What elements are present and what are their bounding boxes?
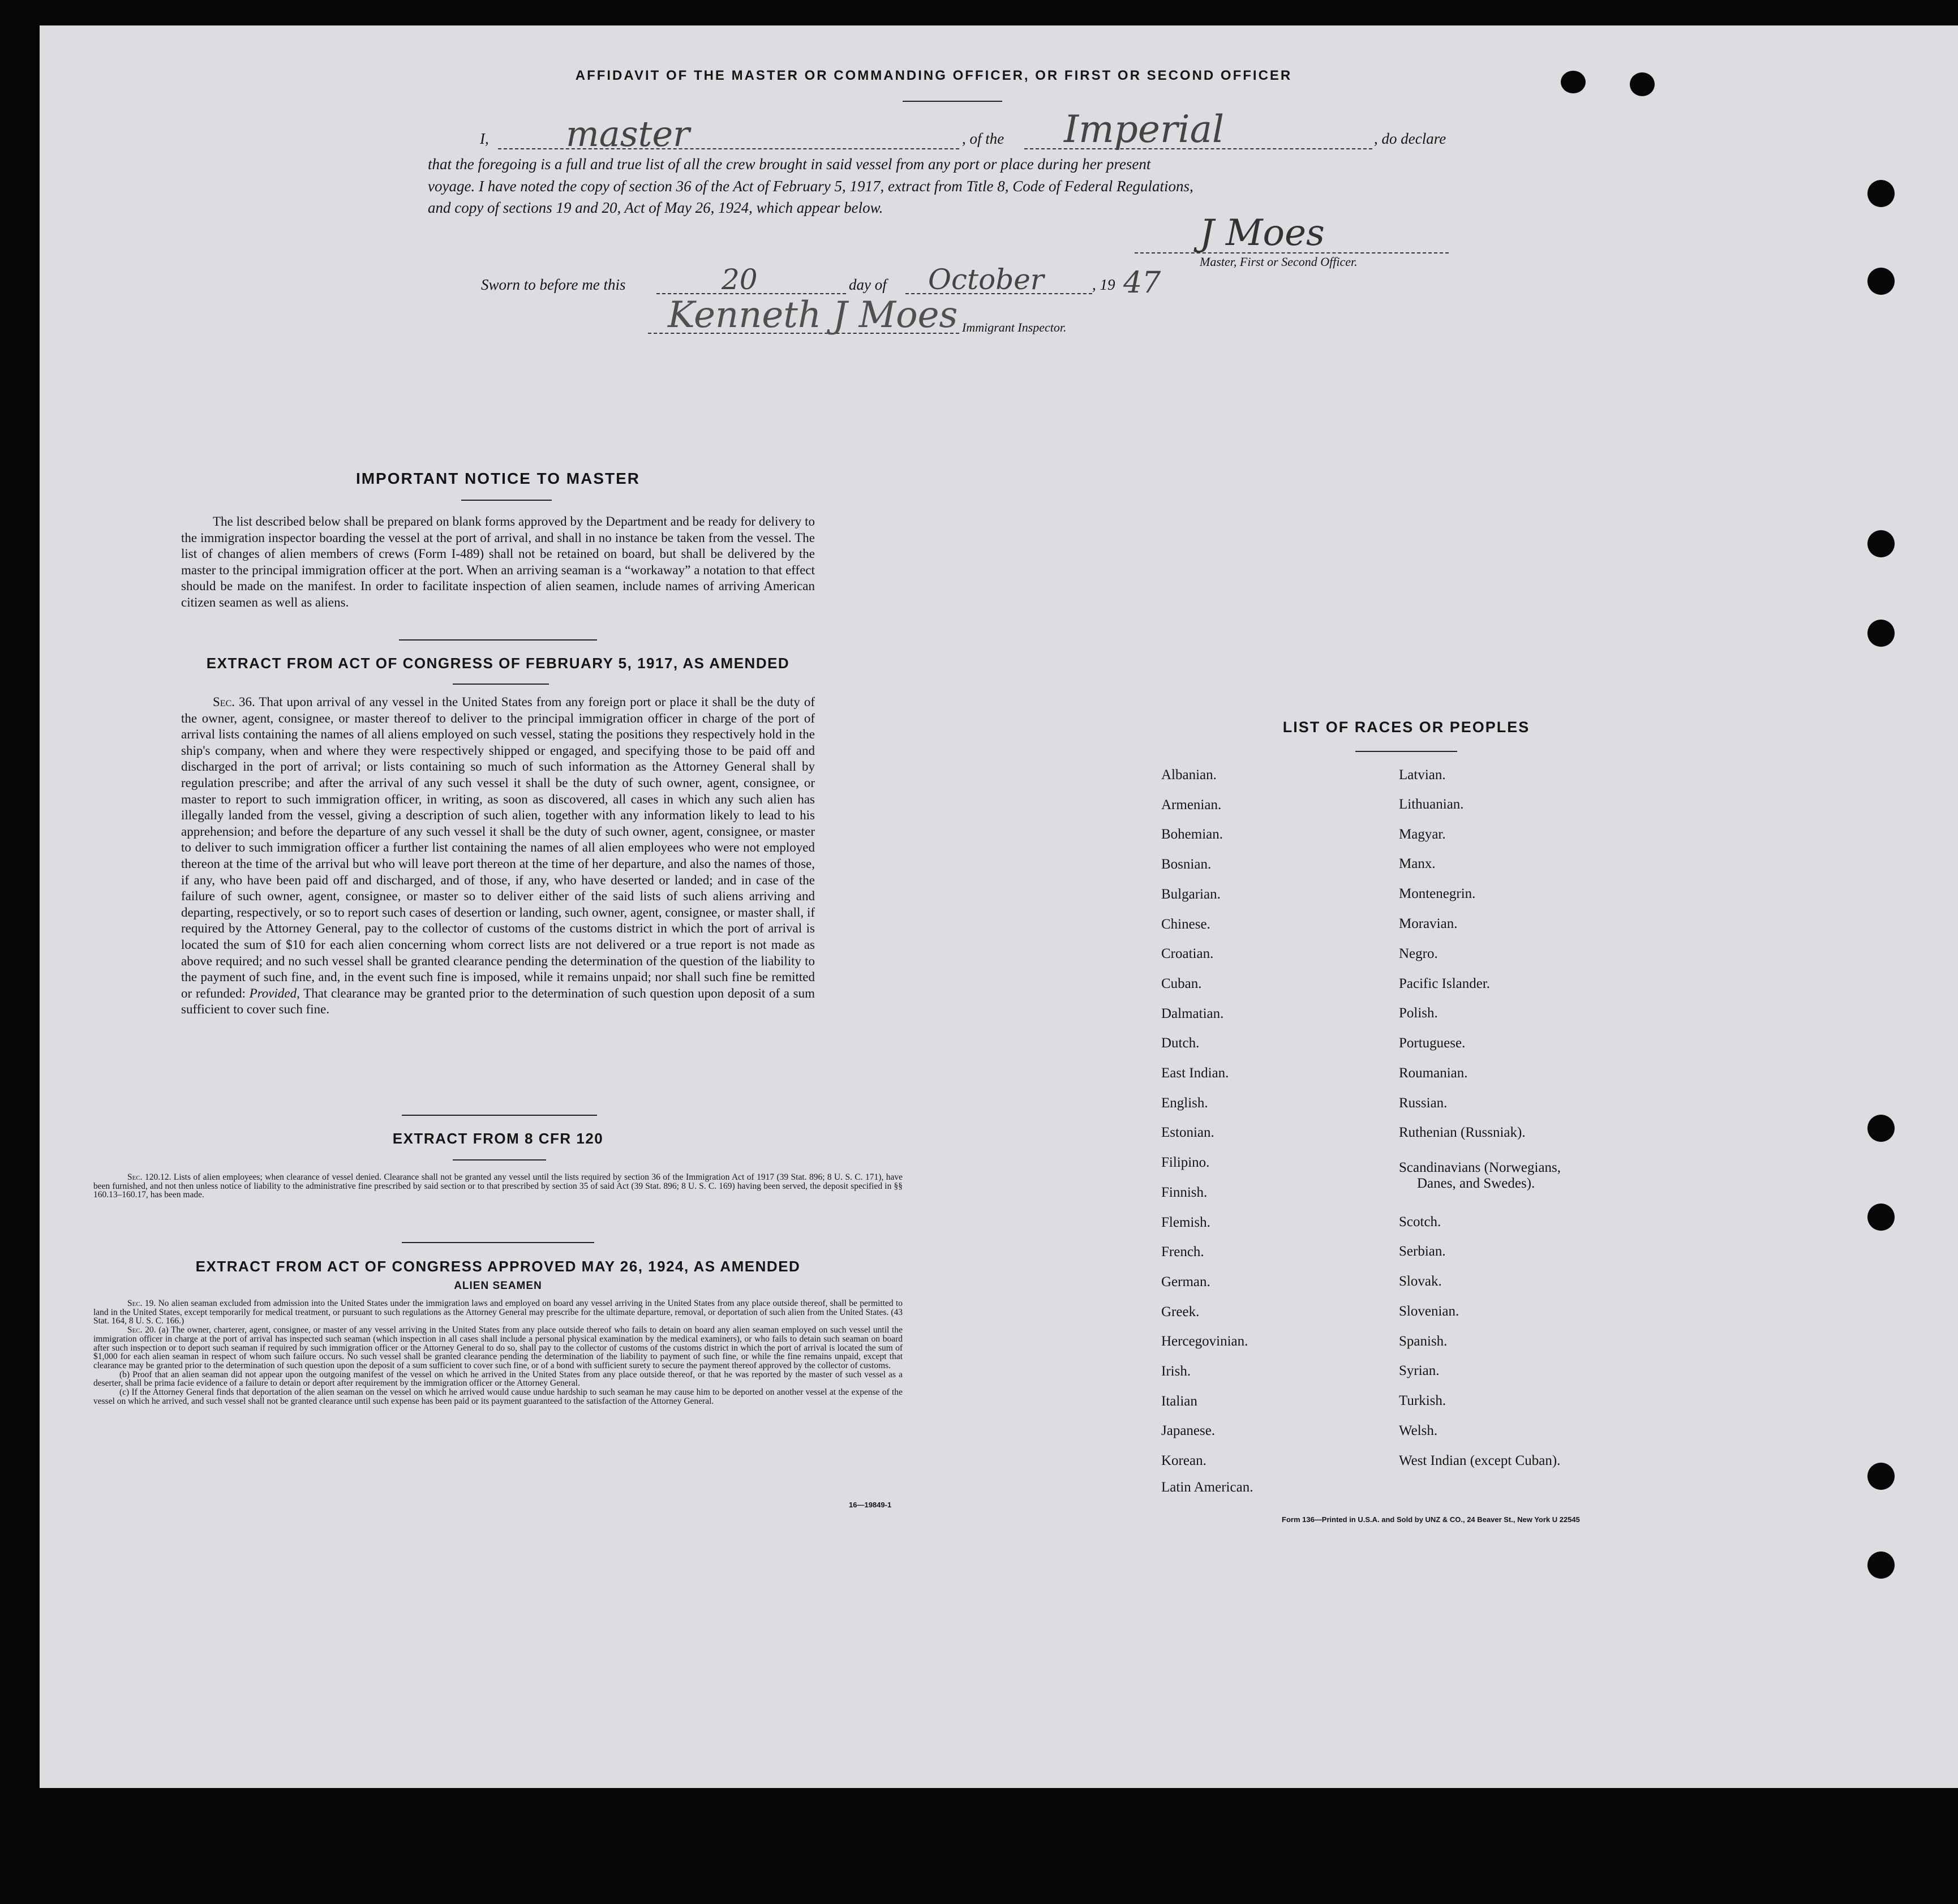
binder-hole-icon [1867, 268, 1895, 295]
race-item: Scandinavians (Norwegians, [1399, 1160, 1561, 1175]
race-item: Pacific Islander. [1399, 976, 1491, 991]
race-item: Albanian. [1161, 767, 1217, 783]
race-item: Bulgarian. [1161, 886, 1221, 902]
section-20a [93, 1326, 903, 1370]
race-item: Estonian. [1161, 1125, 1214, 1141]
extract-cfr-title: EXTRACT FROM 8 CFR 120 [392, 1130, 604, 1147]
race-item: Slovak. [1399, 1274, 1442, 1289]
affidavit-line-4: and copy of sections 19 and 20, Act of May 26, 1924, which appear below. [428, 199, 883, 216]
section-label: Sec. 120.12. [127, 1172, 171, 1182]
race-item: East Indian. [1161, 1065, 1229, 1081]
race-item: Magyar. [1399, 827, 1446, 842]
day-of-label: day of [849, 276, 887, 293]
race-item: Syrian. [1399, 1363, 1440, 1378]
notice-text: The list described below shall be prepared on blank forms approved by the Department and be ready for delivery to the immigration inspector boarding the vessel at the port of arrival, and shall in no instance be taken from the vessel. The list of changes of alien members of crews (Form I-489) shall not be retained on board, but shall be delivered by the master to the principal immigration officer at the port. When an arriving seaman is a “workaway” a notation to that effect should be made on the manifest. In order to facilitate inspection of alien seamen, include names of arriving American citizen seamen as well as aliens. [181, 514, 815, 609]
extract-1924-body [93, 1299, 903, 1406]
race-item: Scotch. [1399, 1214, 1441, 1230]
race-item: Manx. [1399, 856, 1436, 871]
race-item: Chinese. [1161, 916, 1210, 932]
race-item: Slovenian. [1399, 1304, 1459, 1319]
provided-term: Provided, [249, 986, 300, 1000]
binder-hole-icon [1867, 1551, 1895, 1579]
race-item: English. [1161, 1095, 1208, 1111]
alien-seamen-subtitle: ALIEN SEAMEN [454, 1280, 542, 1292]
declarant-label: I, [480, 130, 489, 147]
divider [402, 1242, 594, 1243]
vessel-name-handwritten: Imperial [1064, 108, 1225, 151]
race-item: Portuguese. [1399, 1035, 1466, 1051]
race-item: West Indian (except Cuban). [1399, 1453, 1561, 1468]
race-item: Finnish. [1161, 1184, 1208, 1200]
divider [453, 1159, 546, 1161]
sworn-label: Sworn to before me this [481, 276, 626, 293]
section-20b: (b) Proof that an alien seaman did not appear upon the outgoing manifest of the vessel on which he arrived in the United States from any place outside thereof, or that he was reported by the master of such vessel as a deserter, shall be prima facie evidence of a failure to detain or deport after requirement by the immigration officer or the Attorney General. [93, 1369, 903, 1389]
binder-hole-icon [1561, 71, 1586, 93]
master-signature: J Moes [1200, 212, 1325, 254]
binder-hole-icon [1867, 1115, 1895, 1142]
races-title: LIST OF RACES OR PEOPLES [1282, 719, 1530, 736]
inspector-caption: Immigrant Inspector. [962, 320, 1067, 334]
year-handwritten: 47 [1123, 266, 1161, 300]
do-declare-label: , do declare [1374, 130, 1446, 147]
signer-caption: Master, First or Second Officer. [1200, 255, 1358, 269]
section-19 [93, 1299, 903, 1326]
race-item: Moravian. [1399, 916, 1458, 931]
race-item: Bosnian. [1161, 857, 1212, 873]
race-item: Italian [1161, 1393, 1197, 1409]
section-label: Sec. 36. [213, 695, 255, 709]
race-item: Korean. [1161, 1453, 1206, 1469]
race-item: Ruthenian (Russniak). [1399, 1125, 1526, 1140]
of-the-label: , of the [962, 130, 1004, 147]
race-item: Greek. [1161, 1304, 1200, 1320]
race-item: Croatian. [1161, 946, 1214, 962]
race-item: Cuban. [1161, 975, 1202, 991]
race-item: Spanish. [1399, 1334, 1448, 1349]
race-item: Japanese. [1161, 1423, 1216, 1439]
race-item: Irish. [1161, 1364, 1191, 1379]
section-20c: (c) If the Attorney General finds that deportation of the alien seaman on the vessel on which he arrived would cause undue hardship to such seaman he may cause him to be deported on another vessel at the expense of the vessel on which he arrived, and such vessel shall not be granted clearance until such expense has been paid or its payment guaranteed to the satisfaction of the Attorney General. [93, 1387, 903, 1406]
affidavit-line-2: that the foregoing is a full and true list of all the crew brought in said vessel from any port or place during her present [428, 156, 1151, 173]
binder-hole-icon [1867, 180, 1895, 207]
affidavit-title: AFFIDAVIT OF THE MASTER OR COMMANDING OFFICER, OR FIRST OR SECOND OFFICER [575, 68, 1293, 83]
extract-1917-text [181, 694, 815, 1018]
race-item: Montenegrin. [1399, 886, 1476, 901]
race-item: Flemish. [1161, 1214, 1210, 1230]
notice-title: IMPORTANT NOTICE TO MASTER [355, 470, 641, 487]
section-36-proviso: That clearance may be granted prior to the determination of such question upon deposit of a sum sufficient to cover such fine. [181, 986, 815, 1017]
year-prefix-label: , 19 [1092, 276, 1115, 293]
section-36-text: That upon arrival of any vessel in the United States from any foreign port or place it shall be the duty of the owner, agent, consignee, or master thereof to deliver to the principal immigration officer in charge of the port of arrival lists containing the names of all aliens employed on such vessel, stating the positions they respectively hold in the ship's company, when and where they were respectively shipped or engaged, and specifying those to be paid off and discharged in the port of arrival; or lists containing so much of such information as the Attorney General shall by regulation prescribe; and after the arrival of any such vessel it shall be the duty of such owner, agent, consignee, or master to report to such immigration officer, in writing, as soon as discovered, all cases in which any such alien has illegally landed from the vessel, giving a description of such alien, together with any information likely to lead to his apprehension; and before the departure of any such vessel it shall be the duty of such owner, agent, consignee, or master to deliver to such immigration officer a further list containing the names of all alien employees who were not employed thereon at the time of the arrival but who will leave port thereon at the time of her departure, and also the names of those, if any, who have been paid off and discharged, and of those, if any, who have deserted or landed; and in case of the failure of such owner, agent, consignee, or master so to deliver either of the said lists of such aliens arriving and departing, respectively, or so to report such cases of desertion or landing, such owner, agent, consignee, or master shall, if required by the Attorney General, pay to the collector of customs of the customs district in which the port of arrival is located the sum of $10 for each alien concerning whom correct lists are not delivered or a true report is not made as above required; and no such vessel shall be granted clearance pending the determination of the question of the liability to the payment of such fine, and, in the event such fine is imposed, while it remains unpaid; nor shall such fine be remitted or refunded: [181, 695, 815, 1000]
race-item: Latin American. [1161, 1480, 1253, 1495]
divider [1355, 751, 1457, 752]
divider [402, 1115, 597, 1116]
race-item: Danes, and Swedes). [1417, 1176, 1535, 1191]
binder-hole-icon [1867, 530, 1895, 557]
race-item: Filipino. [1161, 1155, 1210, 1171]
divider [453, 684, 549, 685]
race-item: Russian. [1399, 1095, 1448, 1111]
race-item: Armenian. [1161, 797, 1222, 813]
section-label: Sec. 19. [127, 1299, 156, 1308]
divider [461, 500, 552, 501]
month-handwritten: October [928, 263, 1044, 296]
race-item: Hercegovinian. [1161, 1334, 1248, 1349]
race-item: Polish. [1399, 1005, 1438, 1021]
master-name-handwritten: master [566, 113, 690, 154]
section-19-text: No alien seaman excluded from admission into the United States under the immigration laws and employed on board any vessel arriving in the United States from any place outside thereof, shall be permitted to land in the United States, except temporarily for medical treatment, or pursuant to such regulations as the Attorney General may prescribe for the ultimate departure, removal, or deportation of such alien from the United States. (43 Stat. 164, 8 U. S. C. 166.) [93, 1299, 903, 1326]
binder-hole-icon [1630, 72, 1655, 96]
extract-cfr-text [93, 1173, 903, 1200]
form-footer: Form 136—Printed in U.S.A. and Sold by UNZ & CO., 24 Beaver St., New York U 22545 [1282, 1515, 1580, 1524]
race-item: Dalmatian. [1161, 1005, 1224, 1021]
race-item: Dutch. [1161, 1035, 1200, 1051]
section-label: Sec. 20. [127, 1325, 156, 1335]
extract-1924-title: EXTRACT FROM ACT OF CONGRESS APPROVED MAY 26, 1924, AS AMENDED [195, 1258, 801, 1275]
section-20a-text: (a) The owner, charterer, agent, consignee, or master of any vessel arriving in the United States from any place outside thereof who fails to detain on board any alien seaman employed on such vessel until the immigration officer in charge at the port of arrival has inspected such seaman (which inspection in all cases shall include a personal physical examination by the medical examiners), or who fails to detain such seaman on board after such inspection or to deport such seaman if required by such immigration officer or the Attorney General to do so, shall pay to the collector of customs of the customs district in which the port of arrival is located the sum of $1,000 for each alien seaman in respect of whom such failure occurs. No such vessel shall be granted clearance pending the determination of the liability to payment of such fine, or while the fine remains unpaid, except that clearance may be granted prior to the determination of such question upon the deposit of a sum sufficient to cover such fine, or of a bond with sufficient surety to secure the payment thereof approved by the collector of customs. [93, 1325, 903, 1370]
extract-1917-title: EXTRACT FROM ACT OF CONGRESS OF FEBRUARY 5, 1917, AS AMENDED [206, 655, 790, 672]
race-item: Bohemian. [1161, 827, 1223, 843]
race-item: Latvian. [1399, 767, 1446, 783]
race-item: French. [1161, 1244, 1204, 1260]
race-item: Welsh. [1399, 1423, 1438, 1438]
race-item: German. [1161, 1274, 1210, 1290]
race-item: Roumanian. [1399, 1065, 1468, 1081]
binder-hole-icon [1867, 1463, 1895, 1490]
divider [399, 639, 597, 641]
binder-hole-icon [1867, 620, 1895, 647]
divider [903, 101, 1002, 102]
form-code: 16—19849-1 [849, 1501, 892, 1509]
race-item: Negro. [1399, 946, 1438, 961]
binder-hole-icon [1867, 1204, 1895, 1231]
affidavit-line-3: voyage. I have noted the copy of section 36 of the Act of February 5, 1917, extract from Title 8, Code of Federal Regulations, [428, 178, 1193, 195]
race-item: Serbian. [1399, 1244, 1446, 1259]
race-item: Lithuanian. [1399, 797, 1464, 812]
inspector-signature: Kenneth J Moes [668, 294, 958, 336]
signature-line [1135, 252, 1449, 253]
section-120-12-text: Lists of alien employees; when clearance of vessel denied. Clearance shall not be granted any vessel until the lists required by section 36 of the Immigration Act of 1917 (39 Stat. 896; 8 U. S. C. 171), have been furnished, and not then unless notice of liability to the administrative fine prescribed by said section or to that prescribed by section 35 of said Act (39 Stat. 896; 8 U. S. C. 169) having been served, the deposit specified in §§ 160.13–160.17, has been made. [93, 1172, 903, 1200]
day-handwritten: 20 [722, 263, 758, 296]
race-item: Turkish. [1399, 1393, 1446, 1408]
